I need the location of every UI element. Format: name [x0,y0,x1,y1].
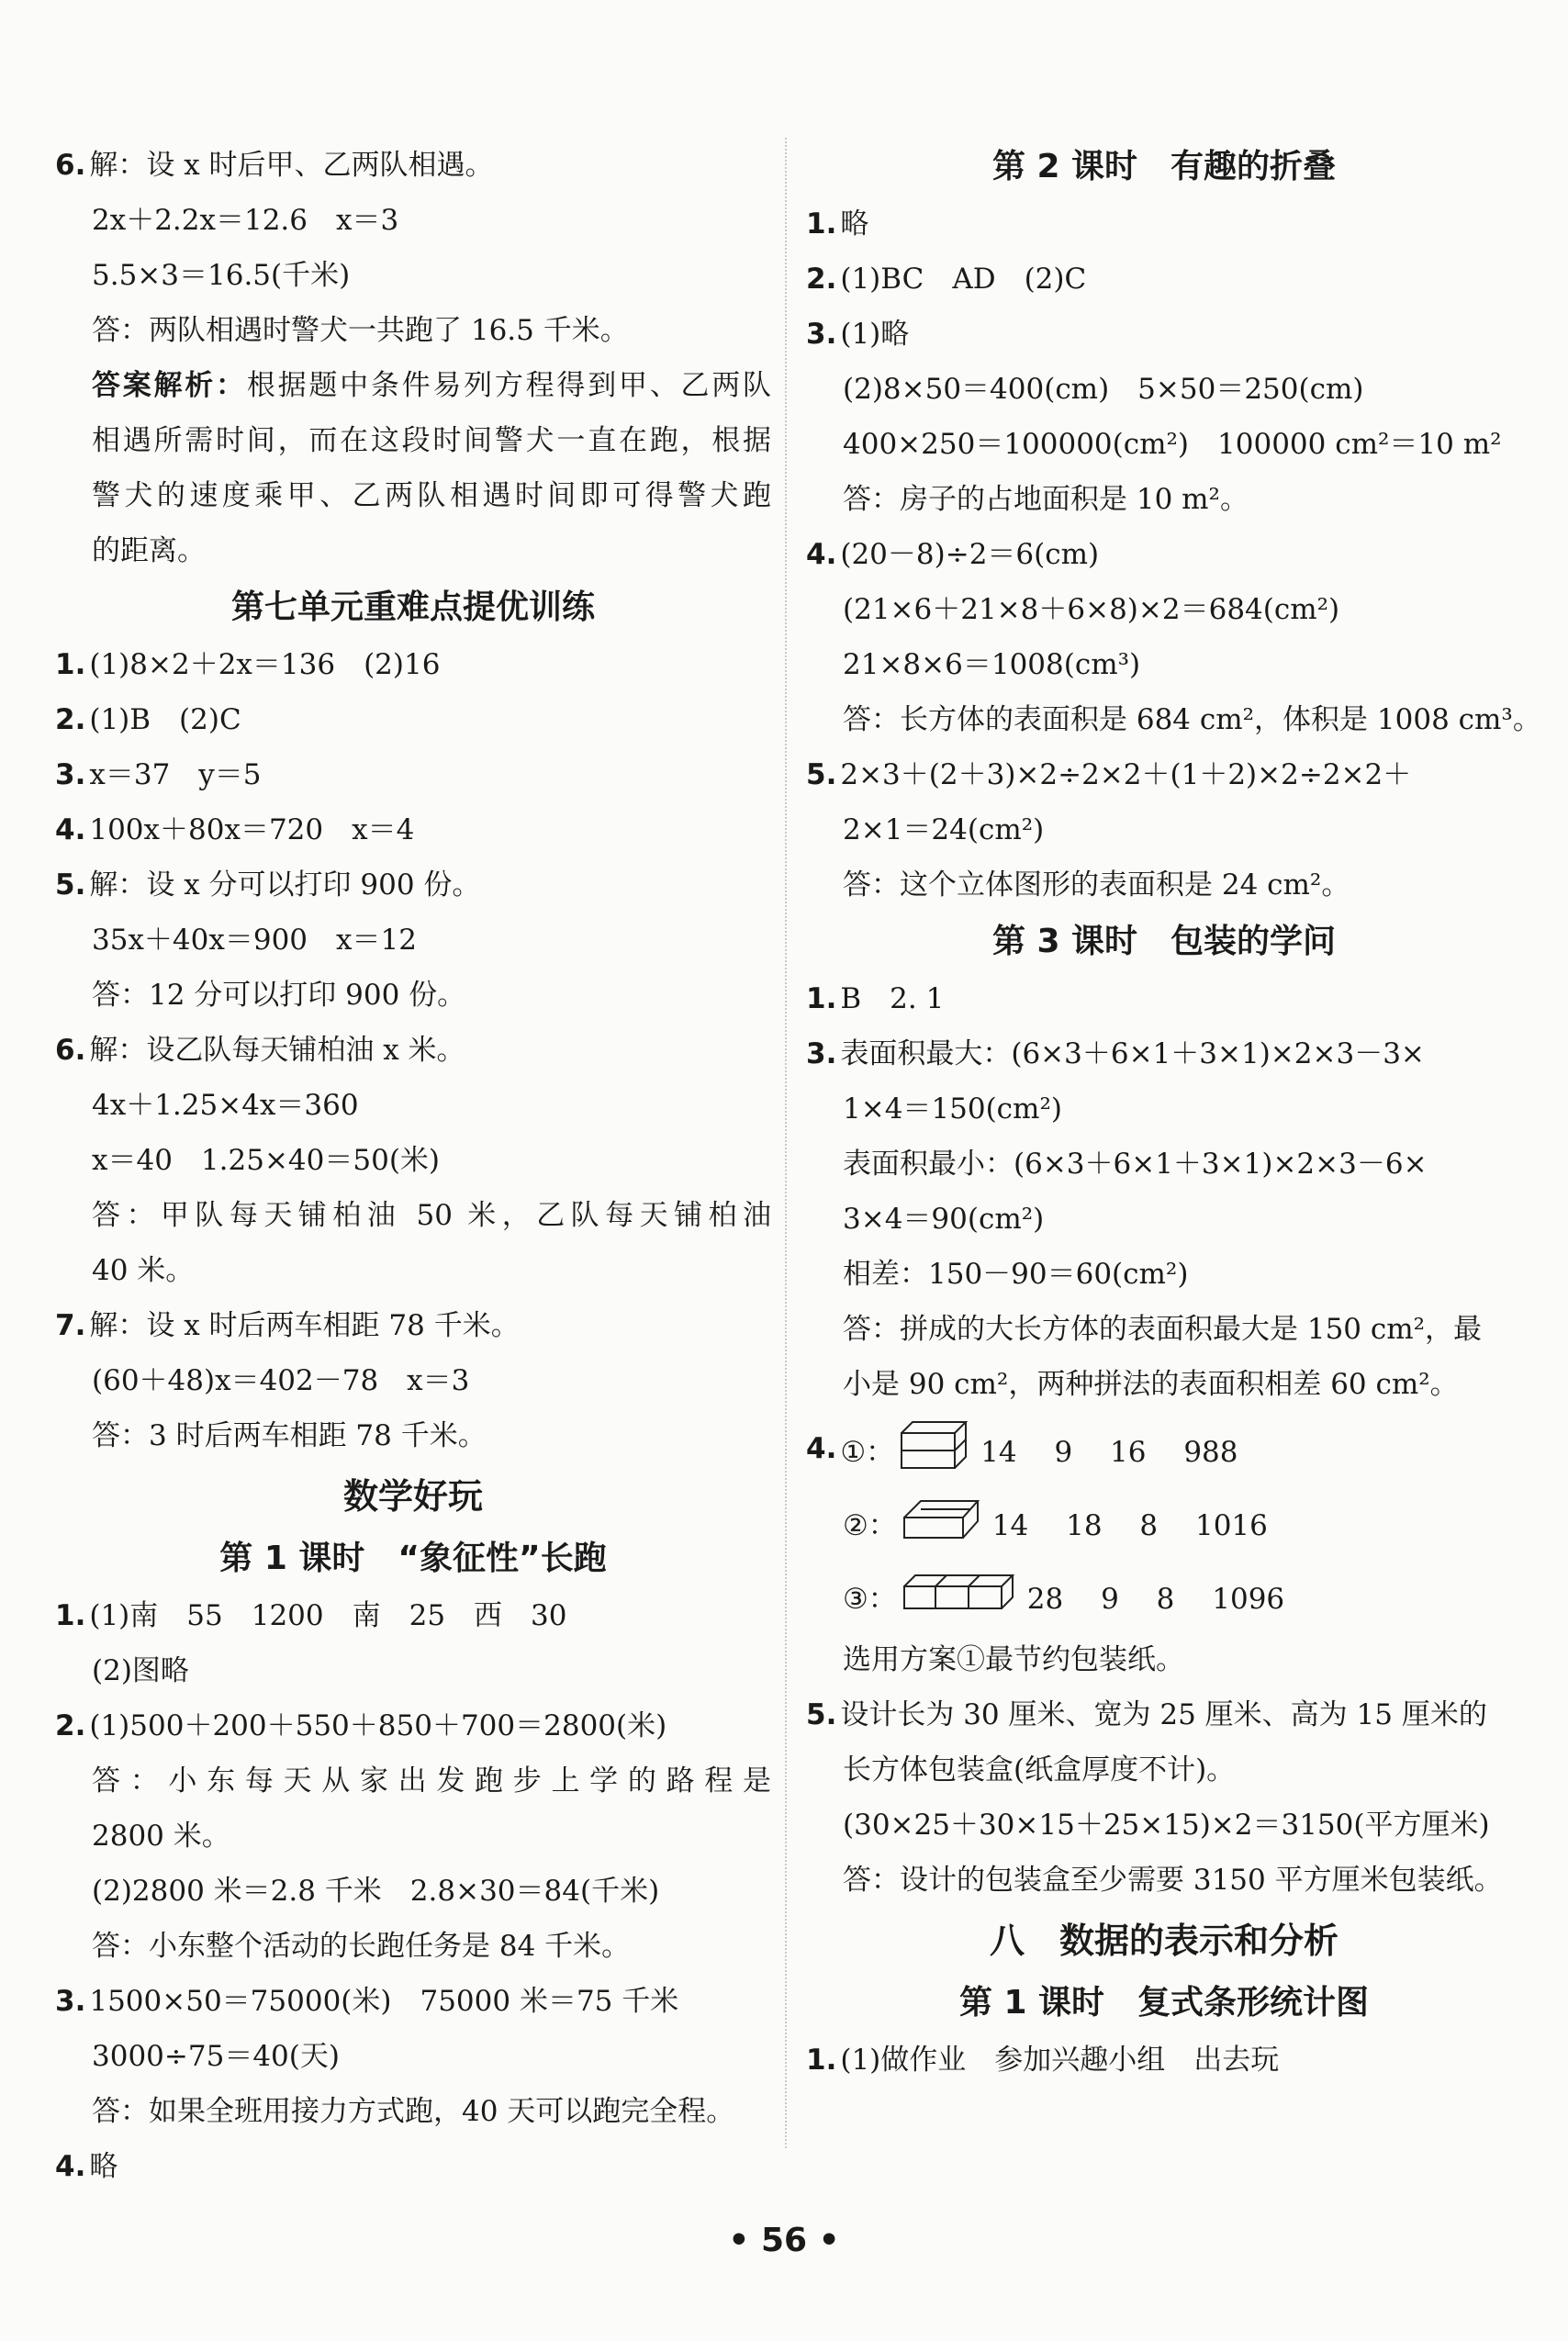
answer-line [55,1188,771,1243]
answer-text: 略 [89,2150,118,2183]
answer-line [806,1247,1522,1302]
column-divider [785,138,787,2148]
question-number: 1. [55,1599,86,1632]
question-number: 3. [806,1037,837,1070]
answer-line [806,1632,1522,1687]
answer-line [806,307,1522,362]
answer-text: x＝37 y＝5 [89,758,262,791]
question-number: 7. [55,1309,86,1342]
answer-text: 答：这个立体图形的表面积是 24 cm²。 [843,868,1350,902]
answer-line [55,802,771,857]
page-number: • 56 • [728,2222,840,2259]
answer-line [806,1026,1522,1081]
answer-text: (2)2800 米＝2.8 千米 2.8×30＝84(千米) [92,1875,660,1908]
answer-text: B 2. 1 [840,982,945,1015]
question-number: 1. [55,648,86,681]
answer-line [55,303,771,358]
answer-text: 100x＋80x＝720 x＝4 [89,813,415,846]
answer-text: 答：两队相遇时警犬一共跑了 16.5 千米。 [92,314,629,347]
answer-text: 警犬的速度乘甲、乙两队相遇时间即可得警犬跑 [92,479,771,512]
question-number: 1. [806,207,837,241]
section-heading: 第 1 课时 复式条形统计图 [958,1984,1370,2022]
answer-line [55,857,771,913]
answer-text: 答：拼成的大长方体的表面积最大是 150 cm²，最 [843,1313,1483,1346]
analysis-label: 答案解析： [92,369,247,402]
answer-text: 40 米。 [92,1254,195,1287]
answer-line [55,413,771,468]
answer-line [806,692,1541,747]
packaging-option [806,1485,1522,1559]
answer-line [806,582,1522,637]
question-number: 3. [55,758,86,791]
answer-text: 2×1＝24(cm²) [843,813,1045,846]
question-number: 4. [806,1432,837,1465]
answer-line [806,2033,1522,2088]
question-number: 3. [806,318,837,351]
answer-text: 21×8×6＝1008(cm³) [843,648,1141,681]
question-number: 1. [806,2044,837,2077]
question-number: 2. [55,1709,86,1742]
answer-line [806,1798,1522,1853]
answer-line [55,1243,771,1298]
section-heading: 第七单元重难点提优训练 [230,588,595,626]
answer-line [55,747,771,802]
answer-line [55,1408,771,1463]
answer-line [55,248,771,303]
answer-text: 长方体包装盒(纸盒厚度不计)。 [843,1753,1236,1787]
answer-line [806,637,1522,692]
answer-text: 2x＋2.2x＝12.6 x＝3 [92,204,399,237]
answer-text: 1×4＝150(cm²) [843,1092,1062,1126]
left-column [55,138,771,2194]
answer-text: 解：设乙队每天铺柏油 x 米。 [89,1034,465,1067]
answer-line [806,971,1522,1026]
answer-text: (1)南 55 1200 南 25 西 30 [89,1599,567,1632]
answer-line [806,747,1522,802]
answer-line [55,1353,771,1408]
answer-line [55,2139,771,2194]
answer-text: 4x＋1.25×4x＝360 [92,1089,359,1122]
answer-line [806,857,1522,913]
answer-text: (30×25＋30×15＋25×15)×2＝3150(平方厘米) [843,1809,1490,1842]
answer-text: 答：长方体的表面积是 684 cm²，体积是 1008 cm³。 [843,703,1541,736]
answer-text: 答：房子的占地面积是 10 m²。 [843,483,1249,516]
answer-line [55,1023,771,1078]
answer-line [806,196,1522,252]
answer-line [55,637,771,692]
section-heading: 八 数据的表示和分析 [989,1921,1338,1961]
question-number: 1. [806,982,837,1015]
answer-text: 答：小东整个活动的长跑任务是 84 千米。 [92,1930,631,1963]
question-number: 5. [806,758,837,791]
packaging-option [806,1559,1522,1632]
answer-text: (1)500＋200＋550＋850＋700＝2800(米) [89,1709,667,1742]
section-heading: 数学好玩 [342,1476,483,1517]
answer-text: 小是 90 cm²，两种拼法的表面积相差 60 cm²。 [843,1368,1459,1401]
answer-text: (1)做作业 参加兴趣小组 出去玩 [840,2044,1280,2077]
answer-text: 相差：150－90＝60(cm²) [843,1258,1189,1291]
packaging-option [806,1412,1522,1485]
answer-line [55,913,771,968]
answer-text: (1)BC AD (2)C [840,263,1087,296]
answer-line [55,2084,771,2139]
answer-line [55,358,771,413]
question-number: 3. [55,1985,86,2018]
right-column [806,138,1541,2088]
answer-line [55,1974,771,2029]
answer-text: 3000÷75＝40(天) [92,2040,340,2073]
question-number: 5. [55,868,86,902]
question-number: 4. [55,813,86,846]
answer-line [55,2029,771,2084]
answer-line [55,1864,771,1919]
answer-line [55,523,771,578]
answer-text: 根据题中条件易列方程得到甲、乙两队 [246,369,772,402]
answer-line [806,802,1522,857]
answer-line [55,138,771,193]
section-heading: 第 1 课时 “象征性”长跑 [219,1540,607,1577]
answer-text: 答：12 分可以打印 900 份。 [92,979,466,1012]
answer-line [806,472,1522,527]
answer-line [806,417,1522,472]
answer-line [806,1192,1522,1247]
answer-text: (1)B (2)C [89,703,241,736]
answer-line [806,1081,1522,1137]
section-heading: 第 3 课时 包装的学问 [991,923,1337,960]
answer-line [55,1298,771,1353]
box-arrangement-figure [902,1497,980,1547]
answer-text: 答：如果全班用接力方式跑，40 天可以跑完全程。 [92,2095,735,2128]
answer-text: (1)8×2＋2x＝136 (2)16 [89,648,441,681]
answer-line [806,1302,1522,1357]
answer-line [55,1919,771,1974]
answer-line [55,1078,771,1133]
answer-line [806,252,1522,307]
answer-line [55,968,771,1023]
answer-text: 400×250＝100000(cm²) 100000 cm²＝10 m² [843,428,1502,461]
answer-text: 表面积最小：(6×3＋6×1＋3×1)×2×3－6× [843,1148,1428,1181]
question-number: 2. [806,263,837,296]
answer-line [806,1137,1522,1192]
answer-line [806,1687,1522,1742]
answer-text: (2)图略 [92,1654,189,1687]
answer-text: 答：甲队每天铺柏油 50 米，乙队每天铺柏油 [92,1199,771,1232]
answer-line [55,1643,771,1698]
answer-text: 解：设 x 时后两车相距 78 千米。 [89,1309,520,1342]
answer-line [806,527,1522,582]
box-arrangement-figure [900,1420,968,1477]
answer-text: 选用方案①最节约包装纸。 [843,1643,1184,1676]
answer-line [806,1742,1522,1798]
answer-text: 3×4＝90(cm²) [843,1203,1045,1236]
question-number: 5. [806,1698,837,1731]
question-number: 6. [55,149,86,182]
answer-text: (21×6＋21×8＋6×8)×2＝684(cm²) [843,593,1340,626]
answer-text: (20－8)÷2＝6(cm) [840,538,1100,571]
answer-text: (2)8×50＝400(cm) 5×50＝250(cm) [843,373,1364,406]
question-number: 4. [806,538,837,571]
option-values: 14 9 16 988 [980,1435,1238,1469]
question-number: 2. [55,703,86,736]
answer-text: 1500×50＝75000(米) 75000 米＝75 千米 [89,1985,679,2018]
answer-text: 略 [840,207,869,241]
answer-text: 解：设 x 分可以打印 900 份。 [89,868,481,902]
answer-line [806,1853,1522,1908]
answer-line [55,193,771,248]
answer-text: 答：设计的包装盒至少需要 3150 平方厘米包装纸。 [843,1864,1503,1897]
answer-text: 2×3＋(2＋3)×2÷2×2＋(1＋2)×2÷2×2＋ [840,758,1412,791]
answer-line [55,468,771,523]
answer-text: 表面积最大：(6×3＋6×1＋3×1)×2×3－3× [840,1037,1425,1070]
answer-text: 答：小东每天从家出发跑步上学的路程是 [92,1764,771,1798]
answer-text: 答：3 时后两车相距 78 千米。 [92,1419,487,1452]
answer-text: 设计长为 30 厘米、宽为 25 厘米、高为 15 厘米的 [840,1698,1487,1731]
option-label: ③： [843,1582,897,1616]
option-values: 28 9 8 1096 [1026,1582,1285,1616]
answer-text: x＝40 1.25×40＝50(米) [92,1144,441,1177]
option-label: ①： [840,1435,895,1469]
answer-text: 5.5×3＝16.5(千米) [92,259,351,292]
answer-text: 相遇所需时间，而在这段时间警犬一直在跑，根据 [92,424,771,457]
answer-line [55,1809,771,1864]
answer-line [55,1133,771,1188]
box-arrangement-figure [902,1574,1014,1618]
answer-line [806,1357,1522,1412]
option-values: 14 18 8 1016 [991,1508,1268,1542]
answer-line [55,1753,771,1809]
section-heading: 第 2 课时 有趣的折叠 [991,148,1337,185]
answer-text: 解：设 x 时后甲、乙两队相遇。 [89,149,494,182]
answer-line [55,692,771,747]
answer-text: (60＋48)x＝402－78 x＝3 [92,1364,470,1397]
question-number: 4. [55,2150,86,2183]
answer-text: 35x＋40x＝900 x＝12 [92,924,417,957]
answer-text: (1)略 [840,318,910,351]
answer-line [55,1588,771,1643]
answer-text: 2800 米。 [92,1820,230,1853]
answer-text: 的距离。 [92,534,206,567]
option-label: ②： [843,1508,897,1542]
answer-line [55,1698,771,1753]
answer-line [806,362,1522,417]
question-number: 6. [55,1034,86,1067]
